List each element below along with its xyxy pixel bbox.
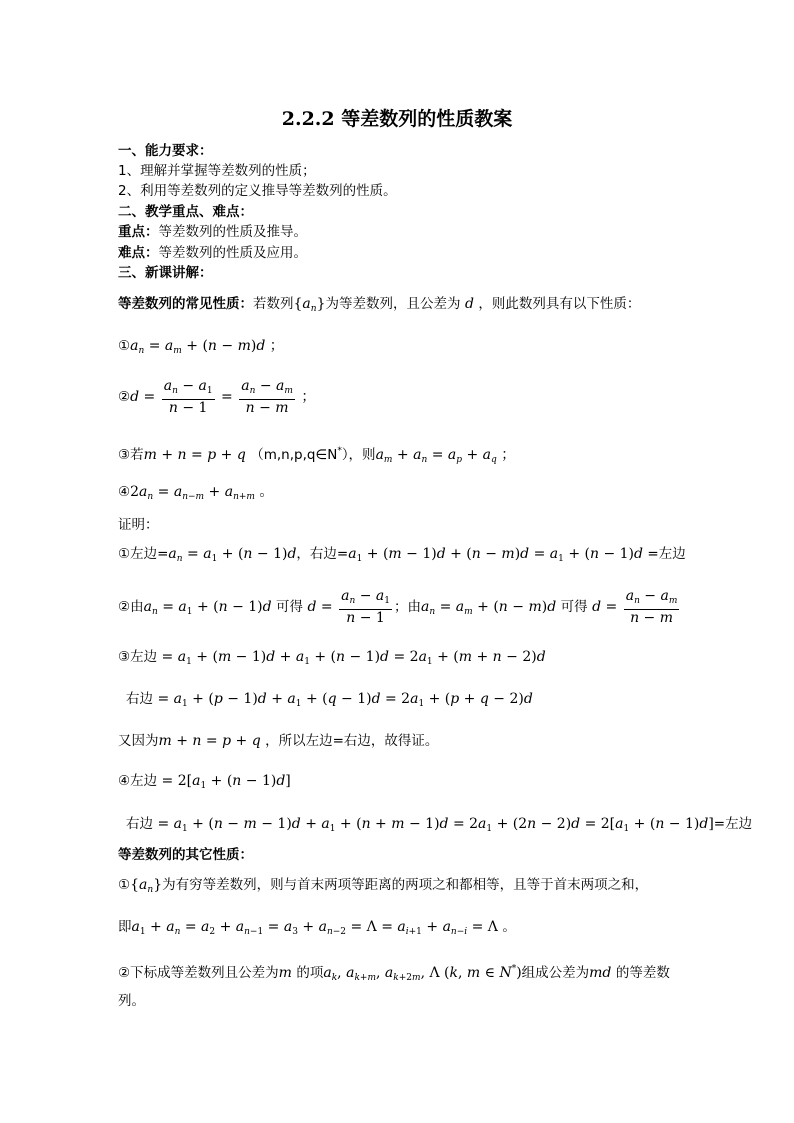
other-properties-heading: 等差数列的其它性质： [118,847,253,863]
other-property-2-continued: 列。 [118,993,145,1009]
key-point-line [118,223,307,241]
section-key-points-heading: 二、教学重点、难点： [118,204,253,220]
other-property-2: ②下标成等差数列且公差为m 的项$a_k$, $a_{k+m}$, $a_{k+2m}$, Λ (k, m ∈ N*)组成公差为md 的等差数 [118,964,670,983]
proof-line-1: ①左边$=a_n = a_1 + (n - 1)d$，右边$=a_1 + (m - 1)d + (n - m)d = a_1 + (n - 1)d$ =左边 [118,546,686,564]
section-ability-heading: 一、能力要求： [118,143,213,159]
section-new-lesson-heading: 三、新课讲解： [118,265,213,281]
proof-line-7: 右边 = $a_1 + (n - m - 1)d + a_1 + (n + m - 1)d = 2a_1 + (2n - 2)d = 2[a_1 + (n - 1)d]=$左边 [126,816,753,834]
proof-line-6: ④左边 = $2[a_1 + (n - 1)d]$ [118,773,291,791]
common-properties-intro: 等差数列的常见性质：若数列$\{a_n\}$为等差数列，且公差为 d ，则此数列具有以下性质： [118,296,641,314]
property-3: ③若m + n = p + q （m,n,p,q∈N*），则$a_m + a_n = a_p + a_q$ ； [118,446,516,465]
ability-item-2: 2、利用等差数列的定义推导等差数列的性质。 [118,183,397,199]
property-4: $④2a_n = a_{n-m} + a_{n+m}$ 。 [118,484,274,502]
difficulty-text: 等差数列的性质及应用。 [158,245,307,261]
proof-line-2: ②由$a_n = a_1 + (n - 1)d$ 可得 d = $\frac{a_n - a_1}{n - 1}$ ；由$a_n = a_m + (n - m)d$ 可得 d = $\frac{a_n - a_m}{n - m}$ [118,588,678,626]
key-point-text: 等差数列的性质及推导。 [158,224,307,240]
proof-line-4: 右边 = $a_1 + (p - 1)d + a_1 + (q - 1)d = 2a_1 + (p + q - 2)d$ [126,691,533,709]
common-properties-label: 等差数列的常见性质： [118,296,253,312]
other-property-1: $①\{a_n\}$为有穷等差数列，则与首末两项等距离的两项之和都相等，且等于首末两项之和， [118,877,649,895]
proof-heading: 证明： [118,517,159,533]
property-2: ②d = $\frac{a_n - a_1}{n - 1}$ = $\frac{a_n - a_m}{n - m}$ ； [118,378,316,416]
key-point-label: 重点： [118,224,159,240]
property-1: $①a_n = a_m + (n - m)d$ ； [118,338,284,356]
other-property-1-formula: 即$a_1 + a_n = a_2 + a_{n-1} = a_3 + a_{n-2} = \Lambda = a_{i+1} + a_{n-i} = \Lambda$ 。 [118,919,516,937]
proof-line-3: ③左边 = $a_1 + (m - 1)d + a_1 + (n - 1)d = 2a_1 + (m + n - 2)d$ [118,649,546,667]
difficulty-label: 难点： [118,245,159,261]
proof-line-5: 又因为m + n = p + q ，所以左边=右边，故得证。 [118,733,439,749]
difficulty-line [118,244,307,262]
ability-item-1: 1、理解并掌握等差数列的性质； [118,163,316,179]
document-title: 2.2.2 等差数列的性质教案 [281,108,513,130]
